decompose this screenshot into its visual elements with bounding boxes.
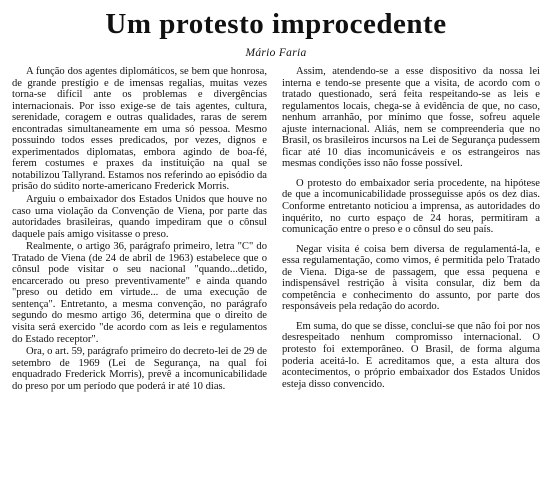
paragraph: Realmente, o artigo 36, parágrafo primeiro, letra "C" do Tratado de Viena (de 24 de abril de 1963) estabelece que o cônsul pode visitar o seu nacional "quando...detido, encarcerado ou preso preventivamente" e ainda quando "preso ou detido em virtude... de uma execução de sentença". Entretanto, a mesma convenção, no parágrafo segundo do mesmo artigo 36, determina que o direito de visita será exercido "de acordo com as leis e regulamentos do Estado receptor". [12, 241, 267, 345]
article-columns [12, 66, 540, 393]
right-column [282, 66, 540, 393]
paragraph: Assim, atendendo-se a esse dispositivo da nossa lei interna e tendo-se presente que a visita, de acordo com o tratado questionado, será feita respeitando-se as leis e regulamentos locais, chega-se à evidência de que, no caso, nenhum arranhão, por mínimo que fosse, sofreu aquele ajuste internacional. Aliás, nem se compreenderia que no Brasil, os brasileiros incursos na Lei de Segurança pudessem ficar até 10 dias incomunicáveis e os estrangeiros nas mesmas condições isso não fosse possível. [282, 66, 541, 170]
left-column [12, 66, 267, 393]
paragraph: A função dos agentes diplomáticos, se bem que honrosa, de grande prestígio e de imensas regalias, muitas vezes torna-se difícil ante os problemas e divergências internacionais. Por isso exige-se de tais agentes, cultura, serenidade, coragem e outras qualidades, raras de serem encontradas simultaneamente em uma só pessoa. Mesmo possuindo todos esses predicados, por vezes, dignos e experimentados diplomatas, embora agindo de boa-fé, ferem costumes e praxes da instituição na qual se notabilizou Tallyrand. Estamos nos referindo ao episódio da prisão do súdito norte-americano Frederick Morris. [12, 66, 267, 193]
paragraph: Em suma, do que se disse, conclui-se que não foi por nos desrespeitado nenhum compromisso internacional. O protesto foi extemporâneo. O Brasil, de forma alguma poderia aceitá-lo. E acreditamos que, a esta altura dos acontecimentos, o próprio embaixador dos Estados Unidos esteja disso convencido. [282, 320, 540, 390]
paragraph: O protesto do embaixador seria procedente, na hipótese de que a incomunicabilidade prosseguisse após os dez dias. Conforme entretanto noticiou a imprensa, as autoridades do inquérito, no curto espaço de 24 horas, permitiram a comunicação entre o preso e o cônsul do seu país. [282, 177, 540, 236]
article-byline: Mário Faria [245, 47, 307, 59]
article-title: Um protesto improcedente [105, 8, 447, 40]
paragraph: Negar visita é coisa bem diversa de regulamentá-la, e essa regulamentação, como vimos, é permitida pelo Tratado de Viena. Diga-se de passagem, que essa pequena e indispensável restrição à visita consular, diz bem da competência e conhecimento do assunto, por parte dos responsáveis pela redação do acordo. [282, 243, 540, 313]
paragraph: Ora, o art. 59, parágrafo primeiro do decreto-lei de 29 de setembro de 1969 (Lei de Segurança, na qual foi enquadrado Frederick Morris), prevê a incomunicabilidade do preso por um período que poderá ir até 10 dias. [12, 346, 267, 392]
paragraph: Arguiu o embaixador dos Estados Unidos que houve no caso uma violação da Convenção de Viena, por parte das autoridades brasileiras, quando impediram que o cônsul daquele país amigo visitasse o preso. [12, 194, 267, 240]
